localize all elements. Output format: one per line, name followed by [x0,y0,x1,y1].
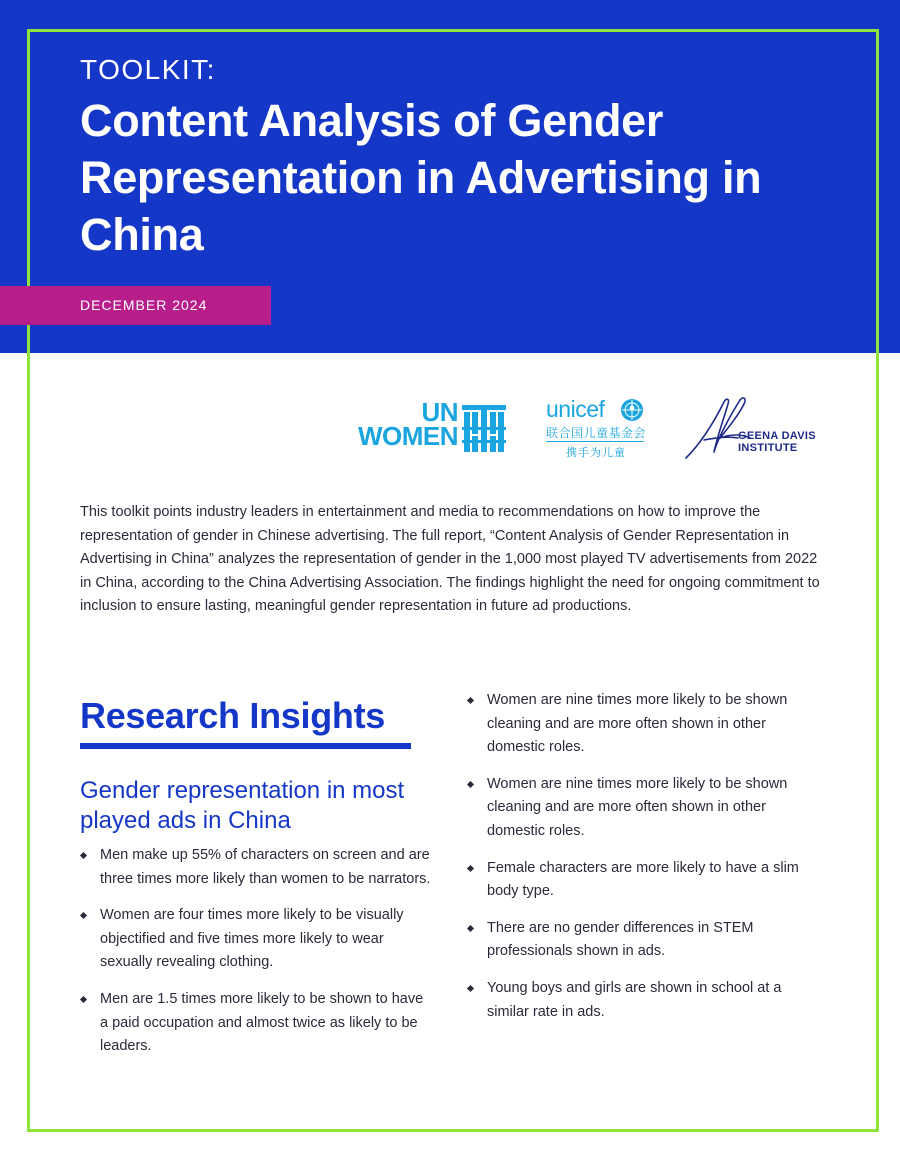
diamond-bullet-icon [467,865,474,872]
diamond-bullet-icon [467,985,474,992]
list-item [80,988,435,1059]
unicef-divider [546,441,644,442]
list-item [467,977,817,1024]
diamond-bullet-icon [467,697,474,704]
diamond-bullet-icon [467,925,474,932]
bullet-text: Women are nine times more likely to be shown cleaning and are more often shown in other domestic roles. [487,692,788,756]
list-item [467,917,817,964]
right-bullet-list [467,689,817,1037]
date-bar [0,286,271,325]
un-women-line1: UN [421,397,458,427]
toolkit-label: TOOLKIT: [80,54,216,85]
unicef-globe-icon [620,398,644,422]
bullet-text: Men make up 55% of characters on screen and are three times more likely than women to be narrators. [100,847,431,887]
un-women-emblem-icon [462,403,506,453]
list-item [80,844,435,891]
bullet-text: Women are nine times more likely to be shown cleaning and are more often shown in other domestic roles. [487,775,788,839]
list-item [467,689,817,760]
subsection-title: Gender representation in most played ads in China [80,777,405,834]
diamond-bullet-icon [80,996,87,1003]
un-women-logo [340,397,510,456]
un-women-line2: WOMEN [357,421,458,451]
unicef-wordmark: unicef [546,396,605,422]
unicef-chinese-name: 联合国儿童基金会 [546,426,647,440]
bullet-text: There are no gender differences in STEM professionals shown in ads. [487,919,754,960]
list-item [467,773,817,844]
list-item [467,857,817,904]
bullet-text: Men are 1.5 times more likely to be shown to have a paid occupation and almost twice as likely to be leaders. [100,990,424,1055]
section-underline [80,743,411,749]
section-title: Research Insights [80,695,386,736]
list-item [80,904,435,975]
page-title: Content Analysis of Gender Representation in Advertising in China [80,95,762,260]
un-women-wordmark [340,397,458,451]
unicef-logo [546,396,646,462]
publication-date: DECEMBER 2024 [80,297,208,313]
intro-paragraph: This toolkit points industry leaders in entertainment and media to recommendations on how to improve the representation of gender in Chinese advertising. The full report, “Content Analysis of Gender Representation in Advertising in China” analyzes the representation of gender in the 1,000 most played TV advertisements from 2022 in China, according to the China Advertising Association. The findings highlight the need for ongoing commitment to inclusion to ensure lasting, meaningful gender representation in future ad productions. [80,504,820,615]
left-bullet-list [80,844,435,1072]
geena-wordmark [738,430,816,454]
bullet-text: Young boys and girls are shown in school at a similar rate in ads. [487,979,782,1020]
diamond-bullet-icon [80,912,87,919]
bullet-text: Female characters are more likely to have a slim body type. [487,859,799,900]
geena-line2: INSTITUTE [738,442,798,454]
unicef-chinese-tagline: 携手为儿童 [566,447,626,459]
geena-davis-institute-logo [684,394,834,464]
bullet-text: Women are four times more likely to be visually objectified and five times more likely to wear sexually revealing clothing. [100,907,404,971]
geena-line1: GEENA DAVIS [738,430,816,442]
diamond-bullet-icon [80,852,87,859]
diamond-bullet-icon [467,781,474,788]
